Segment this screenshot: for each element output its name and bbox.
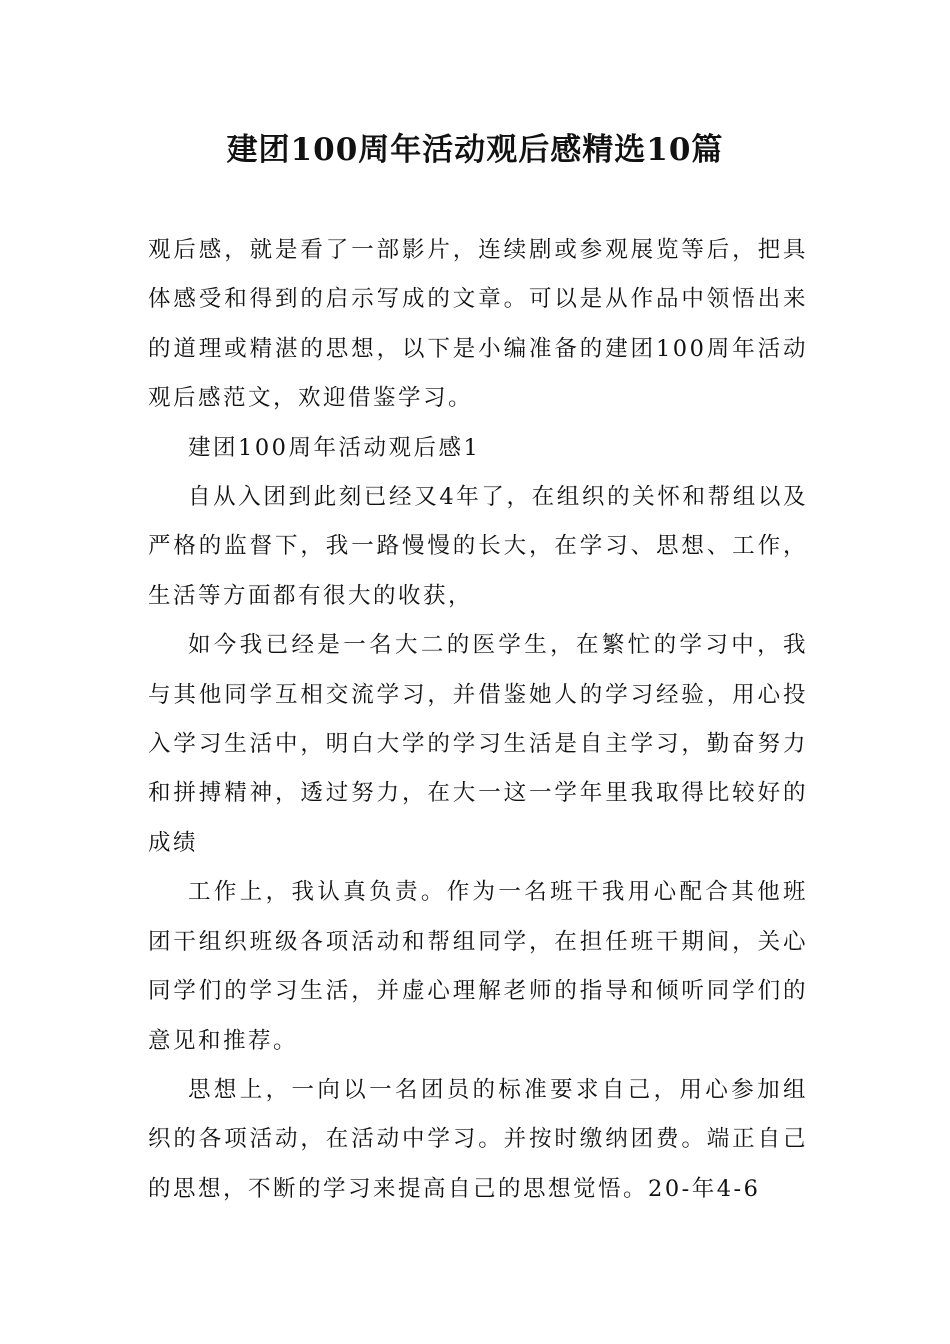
body-paragraph: 自从入团到此刻已经又4年了，在组织的关怀和帮组以及严格的监督下，我一路慢慢的长大，在学习、思想、工作，生活等方面都有很大的收获，	[148, 484, 808, 609]
intro-paragraph: 观后感，就是看了一部影片，连续剧或参观展览等后，把具体感受和得到的启示写成的文章。可以是从作品中领悟出来的道理或精湛的思想，以下是小编准备的建团100周年活动观后感范文，欢迎借鉴学习。	[148, 237, 808, 412]
body-paragraph: 如今我已经是一名大二的医学生，在繁忙的学习中，我与其他同学互相交流学习，并借鉴她人的学习经验，用心投入学习生活中，明白大学的学习生活是自主学习，勤奋努力和拼搏精神，透过努力，在大一这一学年里我取得比较好的成绩	[148, 632, 808, 856]
body-paragraph: 工作上，我认真负责。作为一名班干我用心配合其他班团干组织班级各项活动和帮组同学，在担任班干期间，关心同学们的学习生活，并虚心理解老师的指导和倾听同学们的意见和推荐。	[148, 879, 808, 1054]
section-heading: 建团100周年活动观后感1	[188, 434, 481, 461]
document-title: 建团100周年活动观后感精选10篇	[226, 132, 724, 168]
document-body	[148, 226, 808, 1214]
body-paragraph: 思想上，一向以一名团员的标准要求自己，用心参加组织的各项活动，在活动中学习。并按时缴纳团费。端正自己的思想，不断的学习来提高自己的思想觉悟。20-年4-6	[148, 1076, 808, 1202]
